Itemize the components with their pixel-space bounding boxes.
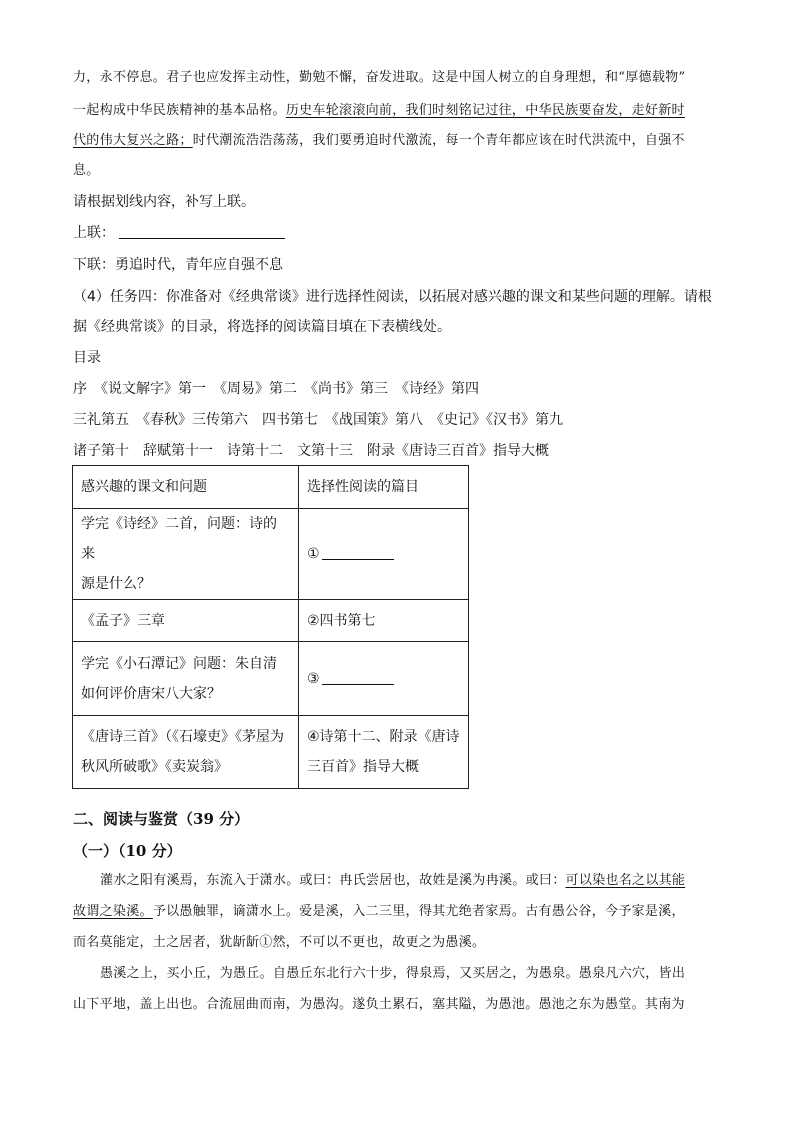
table-row <box>73 600 469 642</box>
section-subtitle: （一）（10 分） <box>73 842 182 860</box>
cell-text: ① <box>307 546 320 562</box>
table-header: 感兴趣的课文和问题 <box>73 466 299 509</box>
table-cell <box>73 509 299 600</box>
passage-text: 一起构成中华民族精神的基本品格。 <box>73 103 286 118</box>
passage-line: 息。 <box>73 163 100 178</box>
table-cell <box>299 509 469 600</box>
table-header-row <box>73 466 469 509</box>
passage-line: 愚溪之上，买小丘，为愚丘。自愚丘东北行六十步，得泉焉，又买居之，为愚泉。愚泉凡六穴，皆出 <box>100 966 686 981</box>
cell-text: 学完《小石潭记》问题：朱自清 <box>81 655 277 672</box>
passage-line <box>73 902 685 922</box>
passage-line: 力，永不停息。君子也应发挥主动性，勤勉不懈，奋发进取。这是中国人树立的自身理想，和“厚德载物” <box>73 70 686 85</box>
underlined-text: 故谓之染溪。 <box>73 904 153 919</box>
table-row <box>73 509 469 600</box>
cell-text: 源是什么？ <box>81 576 151 592</box>
toc-line: 三礼第五 《春秋》三传第六 四书第七 《战国策》第八 《史记》《汉书》第九 <box>73 412 563 428</box>
passage-line <box>73 101 685 121</box>
upper-couplet-label: 上联： <box>73 225 115 241</box>
cell-text: 《唐诗三首》（《石壕吏》《茅屋为 <box>81 729 284 745</box>
table-row <box>73 716 469 789</box>
cell-text: ③ <box>307 670 320 687</box>
cell-text: 三百首》指导大概 <box>307 759 419 775</box>
passage-text: 予以愚触罪，谪潇水上。爱是溪，入二三里，得其尤绝者家焉。古有愚公谷，今予家是溪， <box>152 904 685 919</box>
toc-line: 诸子第十 辞赋第十一 诗第十二 文第十三 附录《唐诗三百首》指导大概 <box>73 443 549 459</box>
cell-text: ④诗第十二、附录《唐诗 <box>307 729 460 745</box>
cell-text: 学完《诗经》二首，问题：诗的来 <box>81 516 277 562</box>
reading-table <box>72 465 469 789</box>
task-description: （4）任务四：你准备对《经典常谈》进行选择性阅读，以拓展对感兴趣的课文和某些问题的理解。请根 <box>73 289 712 305</box>
cell-text: 如何评价唐宋八大家？ <box>81 685 221 702</box>
answer-blank[interactable] <box>322 545 394 560</box>
task-description: 据《经典常谈》的目录，将选择的阅读篇目填在下表横线处。 <box>73 319 451 335</box>
table-row <box>73 642 469 716</box>
passage-line: 而名莫能定，土之居者，犹龂龂①然，不可以不更也，故更之为愚溪。 <box>73 935 486 950</box>
passage-line <box>100 871 685 891</box>
task-instruction: 请根据划线内容，补写上联。 <box>73 194 255 210</box>
passage-line: 山下平地，盖上出也。合流屈曲而南，为愚沟。遂负土累石，塞其隘，为愚池。愚池之东为愚堂。其南为 <box>73 997 685 1012</box>
upper-couplet <box>73 223 285 243</box>
underlined-text: 可以染也名之以其能 <box>565 873 686 888</box>
underlined-text: 代的伟大复兴之路； <box>73 133 193 148</box>
table-cell <box>73 642 299 716</box>
table-cell: 《孟子》三章 <box>73 600 299 642</box>
answer-blank[interactable] <box>322 670 394 685</box>
underlined-text: 历史车轮滚滚向前，我们时刻铭记过往，中华民族要奋发，走好新时 <box>285 103 685 118</box>
table-cell <box>299 642 469 716</box>
cell-text: 秋风所破歌》《卖炭翁》 <box>81 759 228 775</box>
toc-title: 目录 <box>73 350 101 366</box>
table-cell: ②四书第七 <box>299 600 469 642</box>
section-title: 二、阅读与鉴赏（39 分） <box>73 810 250 828</box>
lower-couplet: 下联：勇追时代，青年应自强不息 <box>73 257 283 273</box>
table-cell <box>73 716 299 789</box>
toc-line: 序 《说文解字》第一 《周易》第二 《尚书》第三 《诗经》第四 <box>73 381 479 397</box>
passage-text: 灌水之阳有溪焉，东流入于潇水。或曰：冉氏尝居也，故姓是溪为冉溪。或曰： <box>100 873 566 888</box>
table-header: 选择性阅读的篇目 <box>299 466 469 509</box>
passage-text: 时代潮流浩浩荡荡，我们要勇追时代激流，每一个青年都应该在时代洪流中，自强不 <box>192 133 685 148</box>
table-cell <box>299 716 469 789</box>
answer-blank[interactable] <box>119 224 285 239</box>
passage-line <box>73 131 685 151</box>
